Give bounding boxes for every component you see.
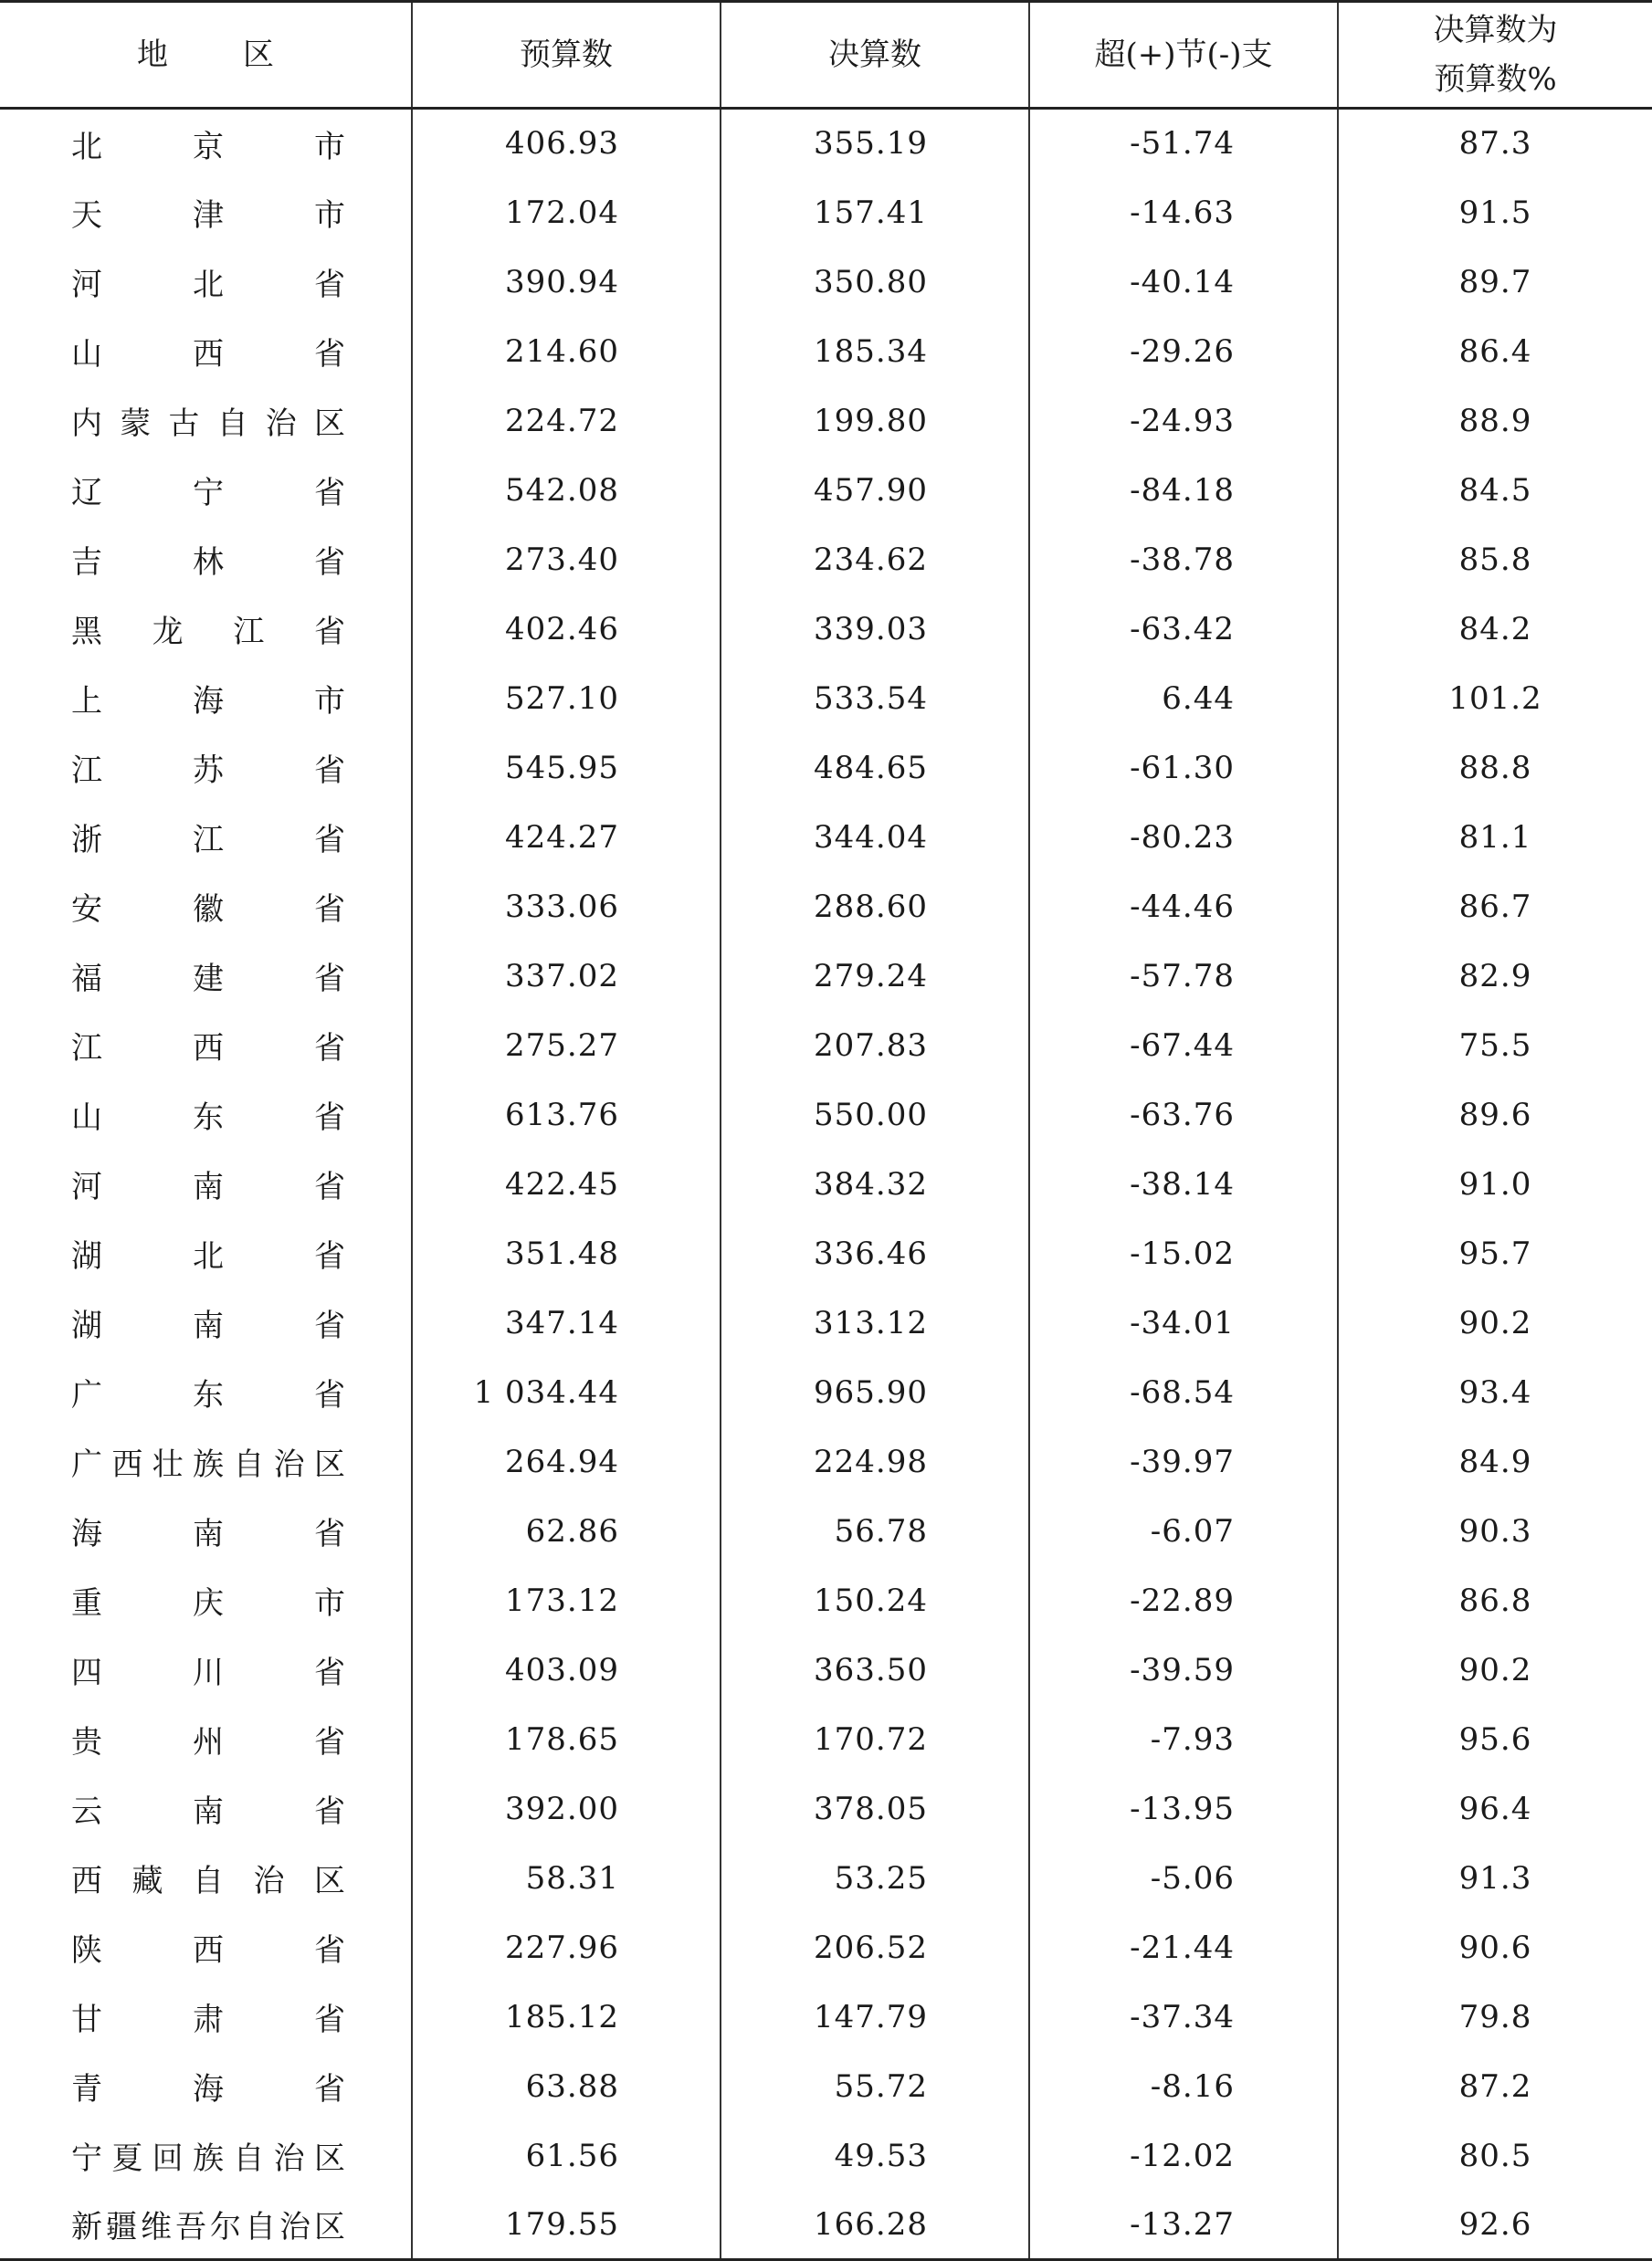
- final-cell: 350.80: [721, 247, 1029, 317]
- pct-cell: 75.5: [1458, 1026, 1532, 1064]
- budget-cell: 351.48: [412, 1219, 721, 1288]
- pct-cell: 90.3: [1458, 1512, 1532, 1550]
- final-cell: 533.54: [721, 664, 1029, 733]
- region-cell: [0, 733, 412, 803]
- region-name: 辽 宁 省: [71, 475, 345, 511]
- pct-cell: 91.3: [1458, 1859, 1532, 1897]
- budget-cell: 227.96: [412, 1913, 721, 1982]
- region-name: 福 建 省: [71, 961, 345, 997]
- table-row: [0, 872, 1652, 941]
- region-name: 西 藏 自 治 区: [71, 1863, 345, 1899]
- pct-cell: 91.5: [1458, 194, 1532, 231]
- region-cell: [0, 1566, 412, 1635]
- region-name: 广 东 省: [71, 1377, 345, 1414]
- region-name: 重 庆 市: [71, 1585, 345, 1622]
- pct-cell: 80.5: [1458, 2137, 1532, 2174]
- region-cell: [0, 386, 412, 456]
- final-cell: 53.25: [721, 1844, 1029, 1913]
- region-name: 湖 北 省: [71, 1238, 345, 1275]
- pct-cell: 87.2: [1458, 2067, 1532, 2105]
- table-row: [0, 1288, 1652, 1358]
- budget-cell: 185.12: [412, 1982, 721, 2052]
- pct-cell: 96.4: [1458, 1790, 1532, 1827]
- region-cell: [0, 1635, 412, 1705]
- final-cell: 147.79: [721, 1982, 1029, 2052]
- pct-cell: 87.3: [1458, 125, 1532, 163]
- region-cell: [0, 456, 412, 525]
- region-cell: [0, 2191, 412, 2260]
- diff-cell: -21.44: [1029, 1913, 1338, 1982]
- final-cell: 150.24: [721, 1566, 1029, 1635]
- budget-cell: 63.88: [412, 2052, 721, 2121]
- table-row: [0, 594, 1652, 664]
- region-name: 湖 南 省: [71, 1308, 345, 1344]
- diff-cell: -38.78: [1029, 525, 1338, 594]
- diff-cell: -13.95: [1029, 1774, 1338, 1844]
- table-row: [0, 664, 1652, 733]
- region-name: 吉 林 省: [71, 544, 345, 581]
- diff-cell: -44.46: [1029, 872, 1338, 941]
- final-cell: 550.00: [721, 1080, 1029, 1150]
- pct-cell: 81.1: [1458, 818, 1532, 856]
- final-cell: 157.41: [721, 178, 1029, 247]
- final-cell: 206.52: [721, 1913, 1029, 1982]
- region-cell: [0, 2121, 412, 2191]
- pct-cell: 84.5: [1458, 471, 1532, 509]
- diff-cell: -5.06: [1029, 1844, 1338, 1913]
- header-region: [0, 2, 412, 109]
- budget-cell: 62.86: [412, 1497, 721, 1566]
- budget-cell: 527.10: [412, 664, 721, 733]
- table-row: [0, 2052, 1652, 2121]
- diff-cell: -24.93: [1029, 386, 1338, 456]
- header-diff: 超(+)节(-)支: [1029, 2, 1338, 109]
- region-cell: [0, 1982, 412, 2052]
- region-name: 江 西 省: [71, 1030, 345, 1067]
- diff-cell: -7.93: [1029, 1705, 1338, 1774]
- table-row: [0, 525, 1652, 594]
- table-row: [0, 2121, 1652, 2191]
- budget-cell: 172.04: [412, 178, 721, 247]
- region-cell: [0, 1288, 412, 1358]
- region-name: 青 海 省: [71, 2071, 345, 2108]
- pct-cell: 82.9: [1458, 957, 1532, 994]
- final-cell: 484.65: [721, 733, 1029, 803]
- region-name: 甘 肃 省: [71, 2002, 345, 2038]
- pct-cell: 84.2: [1458, 610, 1532, 647]
- final-cell: 234.62: [721, 525, 1029, 594]
- region-cell: [0, 1150, 412, 1219]
- table-row: [0, 1497, 1652, 1566]
- pct-cell: 89.7: [1458, 263, 1532, 300]
- pct-cell: 91.0: [1458, 1165, 1532, 1203]
- pct-cell: 90.2: [1458, 1304, 1532, 1341]
- table-row: [0, 1774, 1652, 1844]
- region-cell: [0, 1358, 412, 1427]
- table-row: [0, 1844, 1652, 1913]
- table-row: [0, 178, 1652, 247]
- region-cell: [0, 178, 412, 247]
- region-cell: [0, 941, 412, 1011]
- diff-cell: -67.44: [1029, 1011, 1338, 1080]
- diff-cell: -51.74: [1029, 109, 1338, 178]
- final-cell: 339.03: [721, 594, 1029, 664]
- region-name: 江 苏 省: [71, 752, 345, 789]
- header-region-char-a: 地: [137, 37, 168, 73]
- table-row: [0, 733, 1652, 803]
- final-cell: 313.12: [721, 1288, 1029, 1358]
- region-cell: [0, 803, 412, 872]
- diff-cell: -29.26: [1029, 317, 1338, 386]
- region-cell: [0, 247, 412, 317]
- pct-cell: 88.8: [1458, 749, 1532, 786]
- region-cell: [0, 1774, 412, 1844]
- table-row: [0, 1635, 1652, 1705]
- region-cell: [0, 109, 412, 178]
- table-row: [0, 1566, 1652, 1635]
- diff-cell: -38.14: [1029, 1150, 1338, 1219]
- budget-cell: 402.46: [412, 594, 721, 664]
- table-row: [0, 1913, 1652, 1982]
- budget-cell: 403.09: [412, 1635, 721, 1705]
- budget-cell: 422.45: [412, 1150, 721, 1219]
- pct-cell: 101.2: [1448, 679, 1542, 717]
- pct-cell: 88.9: [1458, 402, 1532, 439]
- pct-cell: 86.8: [1458, 1582, 1532, 1619]
- final-cell: 166.28: [721, 2191, 1029, 2260]
- diff-cell: -63.42: [1029, 594, 1338, 664]
- diff-cell: -13.27: [1029, 2191, 1338, 2260]
- budget-cell: 424.27: [412, 803, 721, 872]
- table-row: [0, 1080, 1652, 1150]
- final-cell: 56.78: [721, 1497, 1029, 1566]
- table-row: [0, 456, 1652, 525]
- final-cell: 384.32: [721, 1150, 1029, 1219]
- region-cell: [0, 1080, 412, 1150]
- budget-cell: 173.12: [412, 1566, 721, 1635]
- pct-cell: 86.4: [1458, 332, 1532, 370]
- table-row: [0, 109, 1652, 178]
- budget-cell: 406.93: [412, 109, 721, 178]
- region-cell: [0, 2052, 412, 2121]
- region-cell: [0, 1913, 412, 1982]
- table-row: [0, 1011, 1652, 1080]
- pct-cell: 86.7: [1458, 888, 1532, 925]
- diff-cell: -22.89: [1029, 1566, 1338, 1635]
- region-name: 云 南 省: [71, 1793, 345, 1830]
- final-cell: 279.24: [721, 941, 1029, 1011]
- region-name: 海 南 省: [71, 1516, 345, 1552]
- table-row: [0, 317, 1652, 386]
- budget-cell: 224.72: [412, 386, 721, 456]
- region-name: 内 蒙 古 自 治 区: [71, 405, 345, 442]
- region-cell: [0, 1844, 412, 1913]
- budget-cell: 1 034.44: [412, 1358, 721, 1427]
- region-cell: [0, 1705, 412, 1774]
- pct-cell: 85.8: [1458, 541, 1532, 578]
- diff-cell: -63.76: [1029, 1080, 1338, 1150]
- region-name: 上 海 市: [71, 683, 345, 720]
- region-name: 河 南 省: [71, 1169, 345, 1205]
- pct-cell: 93.4: [1458, 1373, 1532, 1411]
- pct-cell: 90.2: [1458, 1651, 1532, 1688]
- header-region-char-b: 区: [243, 37, 274, 73]
- diff-cell: -39.97: [1029, 1427, 1338, 1497]
- region-cell: [0, 594, 412, 664]
- final-cell: 185.34: [721, 317, 1029, 386]
- final-cell: 49.53: [721, 2121, 1029, 2191]
- final-cell: 170.72: [721, 1705, 1029, 1774]
- budget-cell: 545.95: [412, 733, 721, 803]
- budget-cell: 178.65: [412, 1705, 721, 1774]
- region-cell: [0, 664, 412, 733]
- region-name: 山 西 省: [71, 336, 345, 373]
- pct-cell: 89.6: [1458, 1096, 1532, 1133]
- pct-cell: 95.7: [1458, 1235, 1532, 1272]
- region-name: 新 疆 维 吾 尔 自 治 区: [71, 2209, 345, 2246]
- region-name: 山 东 省: [71, 1099, 345, 1136]
- final-cell: 288.60: [721, 872, 1029, 941]
- region-name: 四 川 省: [71, 1655, 345, 1691]
- final-cell: 199.80: [721, 386, 1029, 456]
- budget-cell: 61.56: [412, 2121, 721, 2191]
- header-final: 决算数: [721, 2, 1029, 109]
- header-pct-line1: 决算数为: [1433, 12, 1558, 48]
- diff-cell: 6.44: [1029, 664, 1338, 733]
- budget-cell: 613.76: [412, 1080, 721, 1150]
- budget-cell: 275.27: [412, 1011, 721, 1080]
- region-name: 广 西 壮 族 自 治 区: [71, 1446, 345, 1483]
- final-cell: 363.50: [721, 1635, 1029, 1705]
- budget-cell: 333.06: [412, 872, 721, 941]
- diff-cell: -12.02: [1029, 2121, 1338, 2191]
- region-cell: [0, 317, 412, 386]
- region-name: 陕 西 省: [71, 1932, 345, 1969]
- budget-cell: 347.14: [412, 1288, 721, 1358]
- final-cell: 207.83: [721, 1011, 1029, 1080]
- region-cell: [0, 1011, 412, 1080]
- region-cell: [0, 525, 412, 594]
- budget-cell: 58.31: [412, 1844, 721, 1913]
- diff-cell: -34.01: [1029, 1288, 1338, 1358]
- diff-cell: -15.02: [1029, 1219, 1338, 1288]
- table-body: [0, 109, 1652, 2260]
- pct-cell: 92.6: [1338, 2191, 1652, 2260]
- region-name: 贵 州 省: [71, 1724, 345, 1761]
- budget-cell: 392.00: [412, 1774, 721, 1844]
- table-row: [0, 1150, 1652, 1219]
- pct-cell: 95.6: [1458, 1720, 1532, 1758]
- region-cell: [0, 872, 412, 941]
- diff-cell: -14.63: [1029, 178, 1338, 247]
- diff-cell: -68.54: [1029, 1358, 1338, 1427]
- final-cell: 965.90: [721, 1358, 1029, 1427]
- final-cell: 344.04: [721, 803, 1029, 872]
- final-cell: 55.72: [721, 2052, 1029, 2121]
- region-cell: [0, 1427, 412, 1497]
- table-row: [0, 2191, 1652, 2260]
- diff-cell: -57.78: [1029, 941, 1338, 1011]
- header-budget: 预算数: [412, 2, 721, 109]
- budget-cell: 390.94: [412, 247, 721, 317]
- header-pct-line2: 预算数%: [1434, 61, 1557, 98]
- region-name: 浙 江 省: [71, 822, 345, 858]
- diff-cell: -84.18: [1029, 456, 1338, 525]
- table-row: [0, 941, 1652, 1011]
- diff-cell: -40.14: [1029, 247, 1338, 317]
- pct-cell: 79.8: [1458, 1998, 1532, 2035]
- pct-cell: 90.6: [1458, 1929, 1532, 1966]
- table-row: [0, 1219, 1652, 1288]
- table-header-row: [0, 2, 1652, 109]
- table-row: [0, 803, 1652, 872]
- region-name: 北 京 市: [71, 128, 345, 165]
- region-cell: [0, 1219, 412, 1288]
- budget-cell: 273.40: [412, 525, 721, 594]
- pct-cell: 84.9: [1458, 1443, 1532, 1480]
- diff-cell: -39.59: [1029, 1635, 1338, 1705]
- budget-cell: 542.08: [412, 456, 721, 525]
- table-row: [0, 1427, 1652, 1497]
- table-row: [0, 1982, 1652, 2052]
- diff-cell: -37.34: [1029, 1982, 1338, 2052]
- table-row: [0, 1705, 1652, 1774]
- table-row: [0, 1358, 1652, 1427]
- region-name: 黑 龙 江 省: [71, 614, 345, 650]
- final-cell: 224.98: [721, 1427, 1029, 1497]
- region-name: 河 北 省: [71, 267, 345, 303]
- final-cell: 336.46: [721, 1219, 1029, 1288]
- diff-cell: -61.30: [1029, 733, 1338, 803]
- diff-cell: -80.23: [1029, 803, 1338, 872]
- budget-cell: 214.60: [412, 317, 721, 386]
- final-cell: 378.05: [721, 1774, 1029, 1844]
- budget-cell: 179.55: [412, 2191, 721, 2260]
- table-row: [0, 247, 1652, 317]
- header-pct: [1338, 2, 1652, 109]
- region-name: 天 津 市: [71, 197, 345, 234]
- diff-cell: -8.16: [1029, 2052, 1338, 2121]
- region-name: 安 徽 省: [71, 891, 345, 928]
- table-row: [0, 386, 1652, 456]
- region-cell: [0, 1497, 412, 1566]
- final-cell: 457.90: [721, 456, 1029, 525]
- final-cell: 355.19: [721, 109, 1029, 178]
- diff-cell: -6.07: [1029, 1497, 1338, 1566]
- budget-cell: 264.94: [412, 1427, 721, 1497]
- budget-cell: 337.02: [412, 941, 721, 1011]
- region-name: 宁 夏 回 族 自 治 区: [71, 2140, 345, 2177]
